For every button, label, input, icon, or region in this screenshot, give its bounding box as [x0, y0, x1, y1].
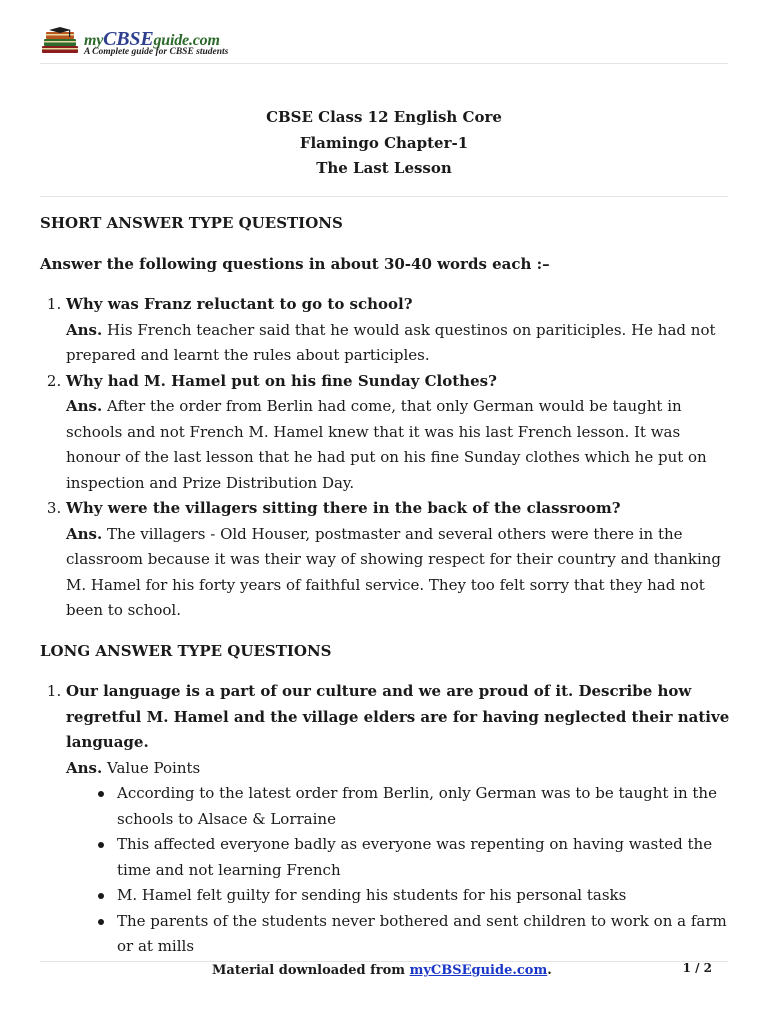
value-point: M. Hamel felt guilty for sending his students for his personal tasks	[117, 883, 730, 909]
question-text: 3. Why were the villagers sitting there in the back of the classroom?	[66, 499, 621, 517]
short-answer-instruction: Answer the following questions in about 30-40 words each :–	[40, 254, 550, 273]
value-point: The parents of the students never bothered and sent children to work on a farm or at mills	[117, 909, 730, 960]
document-title: CBSE Class 12 English Core	[266, 108, 502, 126]
document-title-block	[40, 105, 728, 182]
answer-body: After the order from Berlin had come, that only German would be taught in schools and not French M. Hamel knew that it was his last French lesson. It was honour of the last lesson that he had put on his fine Sunday clothes which he put on inspection and Prize Distribution Day.	[66, 397, 707, 492]
answer-body: The villagers - Old Houser, postmaster and several others were there in the classroom because it was their way of showing respect for their country and thanking M. Hamel for his forty years of faithful service. They too felt sorry that they had not been to school.	[66, 524, 722, 619]
list-item	[66, 496, 730, 624]
page-number: 1 / 2	[682, 961, 712, 975]
lesson-title: The Last Lesson	[316, 159, 452, 177]
value-point: According to the latest order from Berlin, only German was to be taught in the schools to Alsace & Lorraine	[117, 781, 730, 832]
footer-divider	[40, 961, 728, 962]
logo-tagline: A Complete guide for CBSE students	[84, 47, 229, 57]
header-divider	[40, 63, 728, 64]
value-points-list	[66, 781, 730, 960]
answer-text	[66, 756, 730, 782]
question-text: 1. Why was Franz reluctant to go to school?	[66, 295, 413, 313]
page-footer	[40, 963, 728, 983]
books-icon	[40, 26, 82, 56]
short-answer-heading: SHORT ANSWER TYPE QUESTIONS	[40, 214, 343, 232]
answer-body: His French teacher said that he would ask questinos on pariticiples. He had not prepared and learnt the rules about participles.	[66, 320, 716, 364]
page-header	[40, 24, 728, 64]
answer-label: Ans.	[66, 758, 103, 777]
long-answer-list	[40, 679, 730, 960]
answer-body: Value Points	[107, 758, 201, 777]
answer-label: Ans.	[66, 524, 103, 543]
short-answer-list	[40, 292, 730, 624]
list-item	[66, 679, 730, 960]
list-item	[66, 292, 730, 369]
footer-site-link[interactable]: myCBSEguide.com	[409, 963, 548, 978]
question-text: 2. Why had M. Hamel put on his fine Sunday Clothes?	[66, 371, 497, 390]
document-body	[40, 211, 730, 975]
answer-text	[66, 522, 730, 624]
logo-title: myCBSEguide.com	[84, 28, 220, 50]
long-answer-heading: LONG ANSWER TYPE QUESTIONS	[40, 641, 332, 660]
answer-text	[66, 394, 730, 496]
list-item	[66, 369, 730, 497]
answer-label: Ans.	[66, 320, 103, 339]
chapter-title: Flamingo Chapter-1	[299, 133, 469, 152]
answer-text	[66, 318, 730, 369]
answer-label: Ans.	[66, 397, 103, 415]
value-point: This affected everyone badly as everyone was repenting on having wasted the time and not learning French	[117, 832, 730, 883]
question-text: 1. Our language is a part of our culture and we are proud of it. Describe how regretful M. Hamel and the village elders are for having neglected their native language.	[66, 682, 730, 751]
footer-text: Material downloaded from myCBSEguide.com.	[212, 963, 552, 978]
title-divider	[40, 196, 728, 197]
